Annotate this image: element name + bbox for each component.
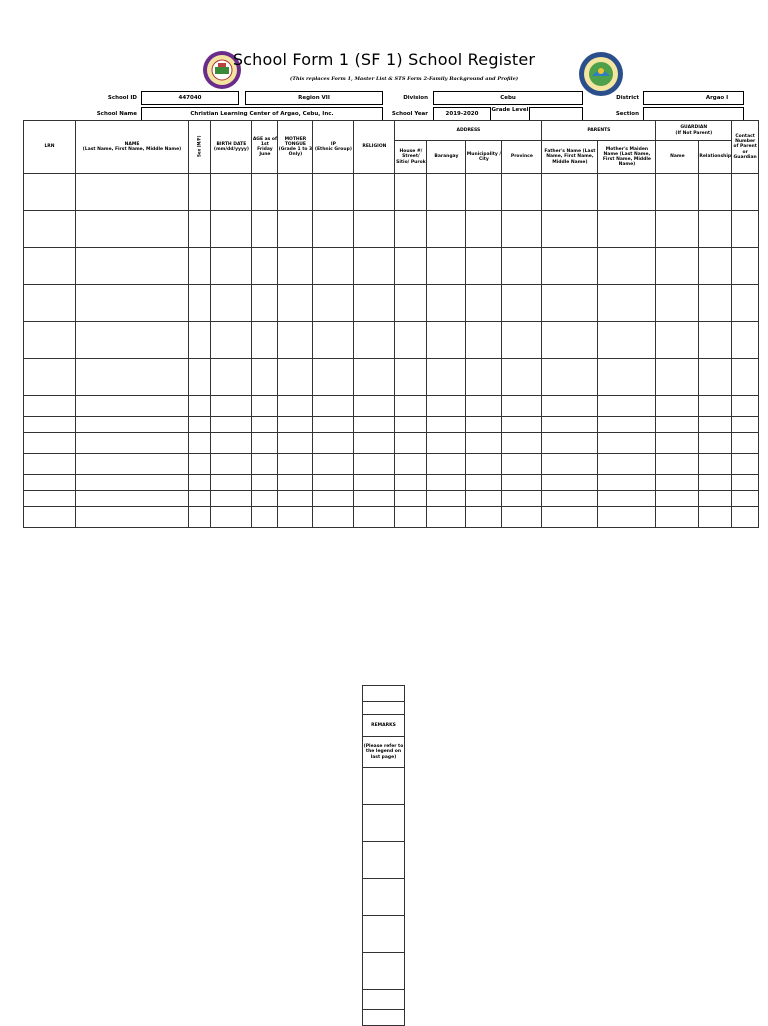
header-age: AGE as of 1st Friday June xyxy=(252,121,278,174)
table-row[interactable] xyxy=(24,491,759,507)
table-row[interactable] xyxy=(24,211,759,248)
school-id-label: School ID xyxy=(107,95,137,101)
school-name-label: School Name xyxy=(96,111,137,117)
remarks-cell[interactable] xyxy=(363,1010,405,1026)
header-guardian-name: Name xyxy=(656,141,699,174)
school-year-label: School Year xyxy=(391,111,428,117)
form-title: School Form 1 (SF 1) School Register xyxy=(232,50,536,69)
header-parents: PARENTS xyxy=(542,121,656,141)
school-name-value: Christian Learning Center of Argao, Cebu, Inc. xyxy=(190,111,334,117)
remarks-cell[interactable] xyxy=(363,805,405,842)
table-row[interactable] xyxy=(24,454,759,475)
header-ip: IP (Ethnic Group) xyxy=(313,121,354,174)
school-year-value: 2019-2020 xyxy=(445,111,479,117)
header-contact: Contact Number of Parent or Guardian xyxy=(732,121,759,174)
header-remarks: REMARKS xyxy=(363,715,405,737)
header-municipality: Municipality / City xyxy=(466,141,502,174)
remarks-table xyxy=(362,685,405,1026)
header-birth-date: BIRTH DATE (mm/dd/yyyy) xyxy=(211,121,252,174)
table-row[interactable] xyxy=(24,359,759,396)
remarks-note: (Please refer to the legend on last page) xyxy=(363,737,405,768)
table-row[interactable] xyxy=(24,285,759,322)
remarks-top-cell xyxy=(363,686,405,702)
table-row[interactable] xyxy=(24,174,759,211)
header-address: ADDRESS xyxy=(395,121,542,141)
header-province: Province xyxy=(502,141,542,174)
district-value: Argao I xyxy=(705,95,729,101)
table-row[interactable] xyxy=(24,433,759,454)
header-mother: Mother's Maiden Name (Last Name, First Name, Middle Name) xyxy=(598,141,656,174)
register-table xyxy=(23,120,759,528)
remarks-cell[interactable] xyxy=(363,953,405,990)
table-row[interactable] xyxy=(24,396,759,417)
header-guardian: GUARDIAN (If Not Parent) xyxy=(656,121,732,141)
header-father: Father's Name (Last Name, First Name, Middle Name) xyxy=(542,141,598,174)
header-name: NAME (Last Name, First Name, Middle Name) xyxy=(76,121,189,174)
table-row[interactable] xyxy=(24,248,759,285)
remarks-cell[interactable] xyxy=(363,990,405,1010)
table-row[interactable] xyxy=(24,322,759,359)
grade-level-label: Grade Level xyxy=(491,107,529,113)
district-label: District xyxy=(616,95,639,101)
header-mother-tongue: MOTHER TONGUE (Grade 1 to 3 Only) xyxy=(278,121,313,174)
section-label: Section xyxy=(615,111,639,117)
grade-level-field[interactable] xyxy=(529,107,583,121)
header-barangay: Barangay xyxy=(427,141,466,174)
remarks-spacer-cell xyxy=(363,702,405,715)
remarks-cell[interactable] xyxy=(363,879,405,916)
header-house: House #/ Street/ Sitio/ Purok xyxy=(395,141,427,174)
region-value: Region VII xyxy=(298,95,330,101)
table-row[interactable] xyxy=(24,417,759,433)
division-label: Division xyxy=(403,95,428,101)
remarks-cell[interactable] xyxy=(363,768,405,805)
header-lrn: LRN xyxy=(24,121,76,174)
header-relationship: Relationship xyxy=(699,141,732,174)
header-religion: RELIGION xyxy=(354,121,395,174)
section-field[interactable] xyxy=(643,107,744,121)
table-row[interactable] xyxy=(24,507,759,528)
table-row[interactable] xyxy=(24,475,759,491)
remarks-cell[interactable] xyxy=(363,842,405,879)
remarks-cell[interactable] xyxy=(363,916,405,953)
school-id-value: 447040 xyxy=(178,95,202,101)
division-value: Cebu xyxy=(500,95,516,101)
form-subtitle: (This replaces Form 1, Master List & STS Form 2-Family Background and Profile) xyxy=(289,76,519,82)
header-sex: Sex (M/F) xyxy=(189,121,211,174)
